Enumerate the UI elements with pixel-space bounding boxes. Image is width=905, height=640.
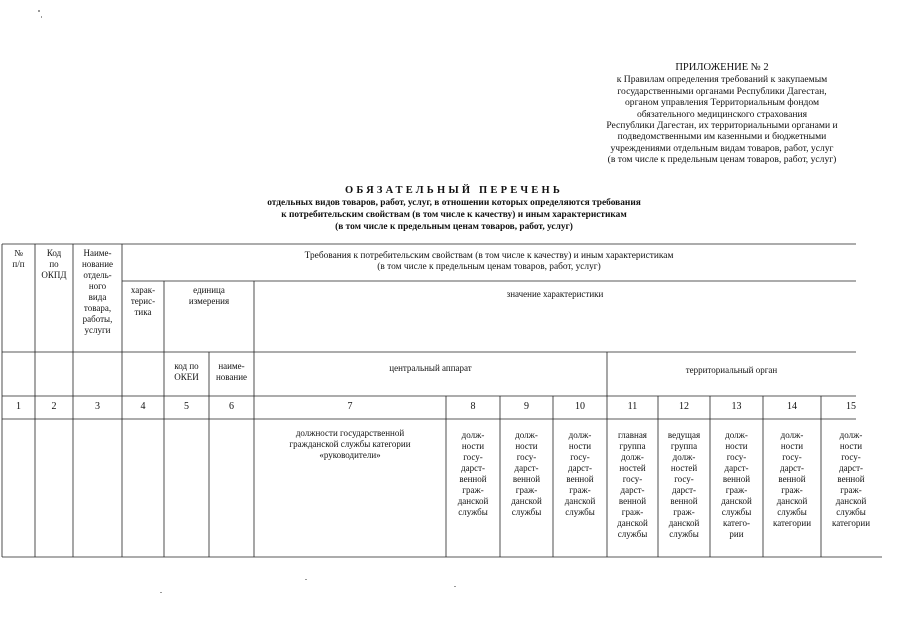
cell-line: дарст- bbox=[514, 463, 539, 473]
header-name-line: нование bbox=[81, 259, 114, 269]
cell-line: венной bbox=[512, 474, 541, 484]
cell-line: долж- bbox=[839, 430, 863, 440]
header-requirements bbox=[122, 251, 856, 273]
header-value: значение характеристики bbox=[506, 289, 604, 299]
cell-line: службы bbox=[458, 507, 488, 517]
cell-line: гражданской службы категории bbox=[289, 439, 411, 449]
cell-line: долж- bbox=[461, 430, 485, 440]
cell-line: должности государственной bbox=[295, 428, 405, 438]
cell-line: службы bbox=[565, 507, 595, 517]
cell-line: службы bbox=[836, 507, 866, 517]
header-name-line: вида bbox=[88, 292, 107, 302]
cell-line: венной bbox=[459, 474, 487, 484]
document-subheading-line: к потребительским свойствам (в том числе к качеству) и иным характеристикам bbox=[281, 210, 627, 220]
cell-line: дарст- bbox=[461, 463, 485, 473]
header-requirements-line: Требования к потребительским свойствам (в том числе к качеству) и иным характеристикам bbox=[304, 251, 674, 261]
cell-line: граж- bbox=[725, 485, 748, 495]
header-name-line: товара, bbox=[83, 303, 112, 313]
cell-line: ности bbox=[515, 441, 538, 451]
header-name-line: отдель- bbox=[83, 270, 112, 280]
cell-line: катего- bbox=[723, 518, 750, 528]
header-okei-line: ОКЕИ bbox=[174, 372, 199, 382]
cell-line: долж- bbox=[568, 430, 592, 440]
cell-line: венной bbox=[670, 496, 698, 506]
appendix-line: обязательного медицинского страхования bbox=[636, 108, 808, 120]
cell-c11 bbox=[607, 430, 658, 540]
cell-line: данской bbox=[776, 496, 808, 506]
scan-speck bbox=[454, 586, 456, 587]
appendix-line: подведомственными им казенными и бюджетными bbox=[617, 131, 827, 143]
appendix-line: (в том числе к предельным ценам товаров, работ, услуг) bbox=[607, 154, 837, 166]
header-unit bbox=[164, 285, 254, 307]
scan-speck bbox=[41, 16, 42, 18]
header-unit-line: единица bbox=[193, 285, 225, 295]
cell-line: категории bbox=[772, 518, 812, 528]
header-num-line: № bbox=[14, 248, 23, 258]
cell-line: службы bbox=[617, 529, 648, 539]
column-number: 12 bbox=[679, 401, 689, 412]
header-okpd-line: по bbox=[49, 259, 59, 269]
cell-c13 bbox=[710, 430, 763, 540]
cell-line: венной bbox=[722, 474, 751, 484]
scan-speck bbox=[160, 592, 162, 593]
cell-line: дарст- bbox=[568, 463, 592, 473]
column-number: 7 bbox=[347, 401, 353, 412]
cell-line: долж- bbox=[780, 430, 804, 440]
cell-line: ности bbox=[568, 441, 592, 451]
document-heading: ОБЯЗАТЕЛЬНЫЙ ПЕРЕЧЕНЬ bbox=[344, 185, 564, 196]
cell-line: ностей bbox=[619, 463, 646, 473]
cell-line: службы bbox=[669, 529, 699, 539]
column-number: 1 bbox=[16, 401, 21, 412]
cell-line: долж- bbox=[621, 452, 644, 462]
cell-line: граж- bbox=[840, 485, 862, 495]
column-number: 10 bbox=[575, 401, 585, 412]
cell-line: категории bbox=[831, 518, 871, 528]
cell-line: группа bbox=[619, 441, 646, 451]
header-okpd bbox=[35, 248, 73, 281]
header-characteristic-line: харак- bbox=[130, 285, 156, 295]
header-okei bbox=[164, 361, 209, 383]
cell-line: данской bbox=[617, 518, 648, 528]
header-name-line: ного bbox=[88, 281, 107, 291]
header-name-line: работы, bbox=[82, 314, 113, 324]
column-number: 8 bbox=[470, 401, 476, 412]
cell-line: «руководители» bbox=[319, 450, 381, 460]
cell-line: граж- bbox=[621, 507, 644, 517]
column-number: 15 bbox=[846, 401, 856, 412]
appendix-line: Республики Дагестан, их территориальными органами и bbox=[606, 120, 838, 132]
cell-line: рии bbox=[729, 529, 744, 539]
cell-c14 bbox=[763, 430, 821, 529]
cell-line: данской bbox=[511, 496, 542, 506]
header-num-line: п/п bbox=[12, 259, 25, 269]
cell-c9 bbox=[500, 430, 553, 518]
cell-line: граж- bbox=[673, 507, 695, 517]
cell-line: ности bbox=[780, 441, 804, 451]
appendix-line: к Правилам определения требований к закупаемым bbox=[616, 74, 828, 86]
header-okpd-line: Код bbox=[46, 248, 62, 258]
cell-line: госу- bbox=[782, 452, 802, 462]
cell-line: венной bbox=[778, 474, 806, 484]
cell-line: госу- bbox=[841, 452, 861, 462]
document-subheading-line: отдельных видов товаров, работ, услуг, в отношении которых определяются требования bbox=[267, 198, 641, 208]
cell-line: данской bbox=[668, 518, 700, 528]
cell-line: дарст- bbox=[620, 485, 645, 495]
cell-line: дарст- bbox=[672, 485, 696, 495]
cell-line: дарст- bbox=[839, 463, 863, 473]
cell-line: данской bbox=[564, 496, 596, 506]
header-name-line: услуги bbox=[84, 325, 111, 335]
cell-line: службы bbox=[511, 507, 542, 517]
cell-line: ведущая bbox=[667, 430, 701, 440]
cell-line: данской bbox=[457, 496, 489, 506]
header-characteristic bbox=[122, 285, 164, 318]
column-number: 2 bbox=[51, 401, 57, 412]
column-number: 13 bbox=[731, 401, 742, 412]
header-name-line: Наиме- bbox=[83, 248, 112, 258]
cell-line: ностей bbox=[670, 463, 698, 473]
cell-line: госу- bbox=[622, 474, 643, 484]
cell-line: главная bbox=[618, 430, 647, 440]
appendix-line: органом управления Территориальным фондом bbox=[624, 97, 820, 109]
cell-line: госу- bbox=[570, 452, 590, 462]
cell-line: группа bbox=[670, 441, 698, 451]
column-number: 5 bbox=[184, 401, 189, 412]
column-number: 3 bbox=[95, 401, 100, 412]
cell-line: дарст- bbox=[780, 463, 804, 473]
cell-line: службы bbox=[777, 507, 807, 517]
document-subheading-line: (в том числе к предельным ценам товаров, работ, услуг) bbox=[335, 222, 573, 232]
header-unit-name-line: нование bbox=[215, 372, 248, 382]
cell-line: данской bbox=[835, 496, 867, 506]
scan-speck bbox=[38, 10, 40, 12]
header-characteristic-line: тика bbox=[134, 307, 152, 317]
cell-line: госу- bbox=[463, 452, 483, 462]
cell-c10 bbox=[553, 430, 607, 518]
column-number: 9 bbox=[524, 401, 529, 412]
cell-c8 bbox=[446, 430, 500, 518]
header-num bbox=[2, 248, 35, 270]
cell-c12 bbox=[658, 430, 710, 540]
cell-line: дарст- bbox=[724, 463, 749, 473]
header-characteristic-line: терис- bbox=[130, 296, 156, 306]
cell-line: службы bbox=[721, 507, 752, 517]
cell-line: граж- bbox=[515, 485, 538, 495]
cell-line: долж- bbox=[725, 430, 748, 440]
cell-line: госу- bbox=[516, 452, 537, 462]
cell-c15 bbox=[821, 430, 881, 529]
header-okpd-line: ОКПД bbox=[41, 270, 67, 280]
cell-line: госу- bbox=[726, 452, 747, 462]
cell-c7 bbox=[254, 428, 446, 461]
cell-line: ности bbox=[725, 441, 748, 451]
appendix-line: государственными органами Республики Дагестан, bbox=[617, 85, 827, 97]
header-central: центральный аппарат bbox=[389, 363, 472, 373]
cell-line: данской bbox=[721, 496, 752, 506]
cell-line: долж- bbox=[672, 452, 696, 462]
cell-line: ности bbox=[461, 441, 485, 451]
column-number: 4 bbox=[140, 401, 146, 412]
header-unit-name bbox=[209, 361, 254, 383]
header-name bbox=[73, 248, 122, 336]
header-unit-line: измерения bbox=[188, 296, 230, 306]
header-territorial: территориальный орган bbox=[685, 365, 778, 375]
cell-line: венной bbox=[566, 474, 594, 484]
scan-speck bbox=[305, 579, 307, 580]
column-number: 11 bbox=[627, 401, 638, 412]
cell-line: граж- bbox=[569, 485, 591, 495]
cell-line: граж- bbox=[462, 485, 484, 495]
appendix-line: учреждениями отдельным видам товаров, работ, услуг bbox=[610, 142, 834, 154]
header-requirements-line: (в том числе к предельным ценам товаров, работ, услуг) bbox=[377, 262, 601, 272]
cell-line: ности bbox=[839, 441, 863, 451]
appendix-title: ПРИЛОЖЕНИЕ № 2 bbox=[675, 62, 769, 73]
cell-line: венной bbox=[618, 496, 647, 506]
cell-line: граж- bbox=[781, 485, 803, 495]
cell-line: венной bbox=[837, 474, 865, 484]
cell-line: долж- bbox=[515, 430, 538, 440]
header-unit-name-line: наиме- bbox=[218, 361, 245, 371]
header-okei-line: код по bbox=[174, 361, 199, 371]
cell-line: госу- bbox=[674, 474, 694, 484]
column-number: 14 bbox=[787, 401, 797, 412]
column-number: 6 bbox=[229, 401, 234, 412]
